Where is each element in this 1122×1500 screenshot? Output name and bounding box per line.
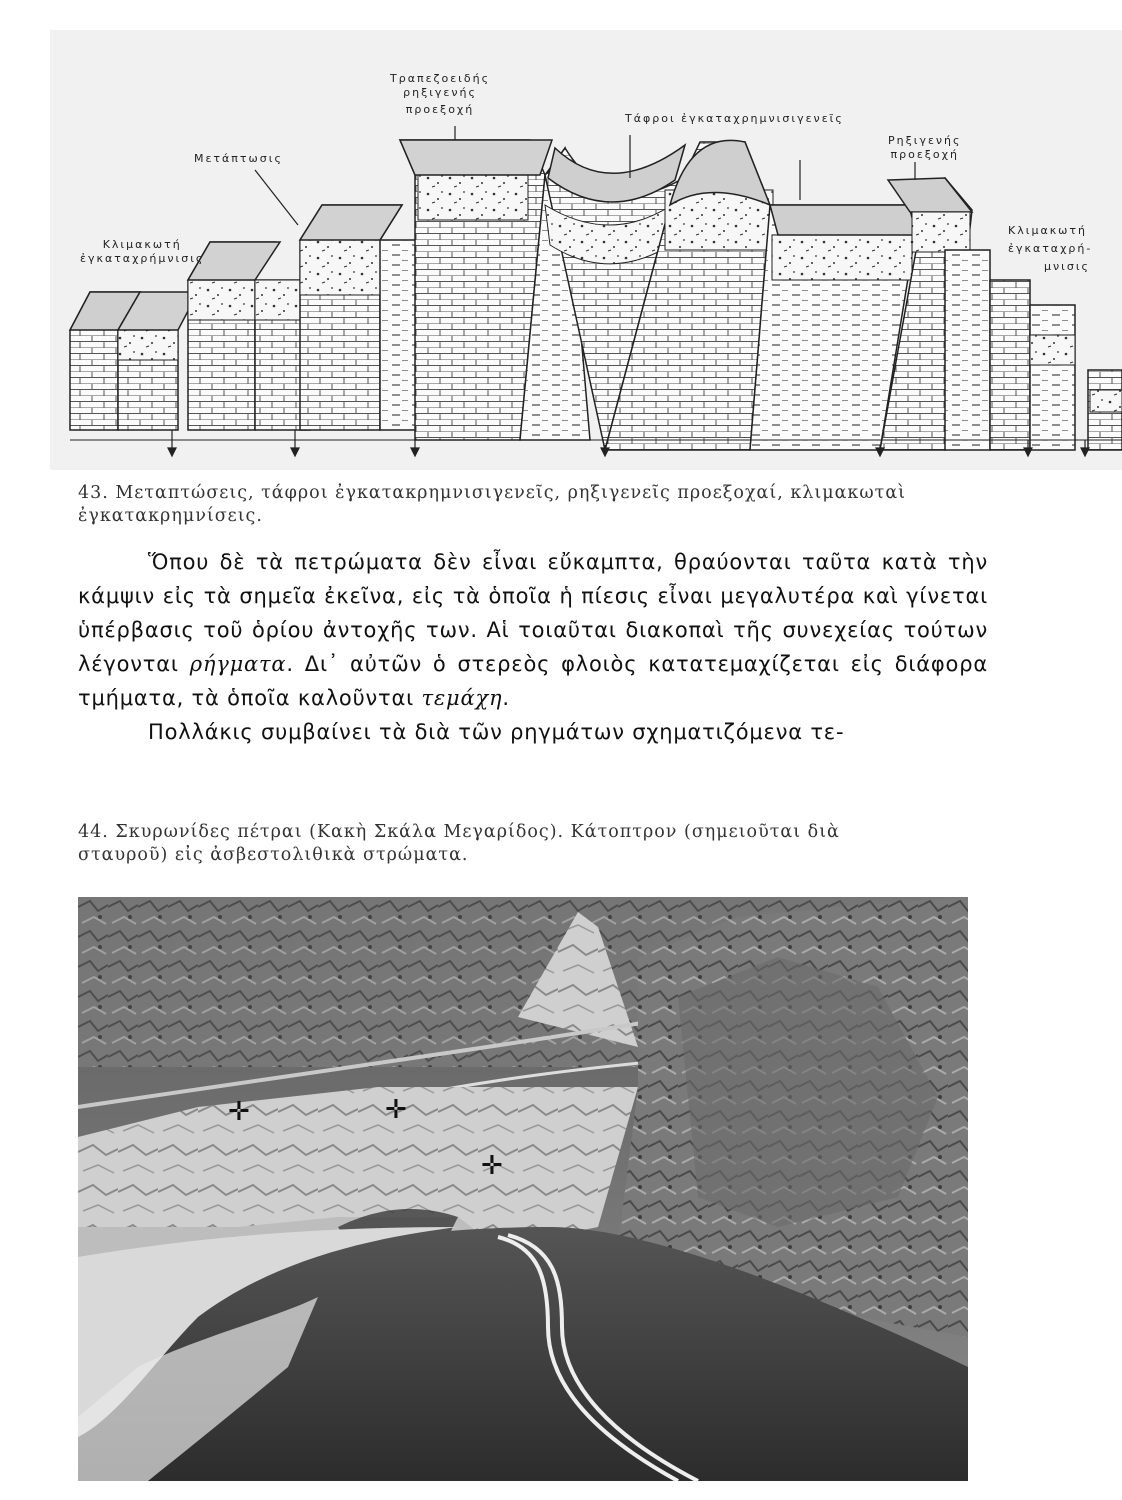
cross-mark-2: ✛ [385,1095,407,1125]
label-horst [888,134,962,162]
figure-44-caption-line2: σταυροῦ) εἰς ἀσβεστολιθικὰ στρώματα. [78,845,469,865]
para2-text: Πολλάκις συμβαίνει τὰ διὰ τῶν ρηγμάτων σχηματιζόμενα τε- [148,720,845,744]
body-paragraph-2 [78,715,988,749]
figure-44-photo [78,897,968,1481]
term-temache: τεμάχη [421,686,503,710]
label-step-left-line1: Κλιμακωτή [102,238,182,251]
figure-44-caption [78,821,978,867]
label-step-left-line2: ἐγκαταχρήμνισις [80,252,205,265]
label-step-right [1008,224,1092,274]
label-trapezoid-line2: ρηξιγενής [403,86,477,99]
block-step-3 [300,205,425,430]
cross-mark-3: ✛ [481,1151,503,1181]
label-step-right-line1: Κλιμακωτή [1008,224,1087,237]
term-rhegmata: ρήγματα [189,652,287,676]
figure-43-caption-line2: ἐγκατακρημνίσεις. [78,506,263,526]
block-right-steps [945,250,1122,450]
label-fault: Μετάπτωσις [194,152,283,165]
label-step-left [80,238,204,266]
block-step-2 [188,242,310,430]
body-paragraph-1 [78,545,988,715]
label-trapezoid-line1: Τραπεζοειδής [390,72,491,85]
block-step-1 [70,292,198,430]
figure-44-caption-line1: 44. Σκυρωνίδες πέτραι (Κακὴ Σκάλα Μεγαρίδος). Κάτοπτρον (σημειοῦται διὰ [78,822,840,842]
cross-mark-1: ✛ [228,1097,250,1127]
label-horst-line1: Ρηξιγενής [888,134,962,147]
road-rock-photo [78,897,968,1481]
para1-text-a: Ὅπου δὲ τὰ πετρώματα δὲν εἶναι εὔκαμπτα, θραύονται ταῦτα κατὰ τὴν κάμψιν εἰς τὰ σημεῖα ἐκεῖνα, εἰς τὰ ὁποῖα ἡ πίεσις εἶναι μεγαλυτέρα καὶ γίνεται ὑπέρβασις τοῦ ὁρίου ἀντοχῆς των. Αἱ τοιαῦται διακοπαὶ τῆς συνεχείας τούτων λέγονται [78,550,988,676]
figure-43-caption-line1: 43. Μεταπτώσεις, τάφροι ἐγκατακρημνισιγενεῖς, ρηξιγενεῖς προεξοχαί, κλιμακωταὶ [78,483,906,503]
label-step-right-line3: μνισις [1044,260,1091,273]
para1-text-b: . Δι᾽ αὐτῶν ὁ στερεὸς φλοιὸς κατατεμαχίζεται εἰς διάφορα τμήματα, τὰ ὁποῖα καλοῦνται [78,652,988,710]
body-text [78,545,988,749]
para1-text-end: . [502,686,510,710]
fault-block-diagram [50,30,1122,470]
label-trapezoid-horst [390,72,490,117]
label-horst-line2: προεξοχή [890,148,959,161]
label-trapezoid-line3: προεξοχή [405,103,475,116]
figure-43-caption [78,482,978,528]
figure-43-diagram [50,30,1122,470]
label-graben: Τάφροι ἐγκαταχρημνισιγενεῖς [625,112,844,125]
label-step-right-line2: ἐγκαταχρή- [1008,242,1093,255]
